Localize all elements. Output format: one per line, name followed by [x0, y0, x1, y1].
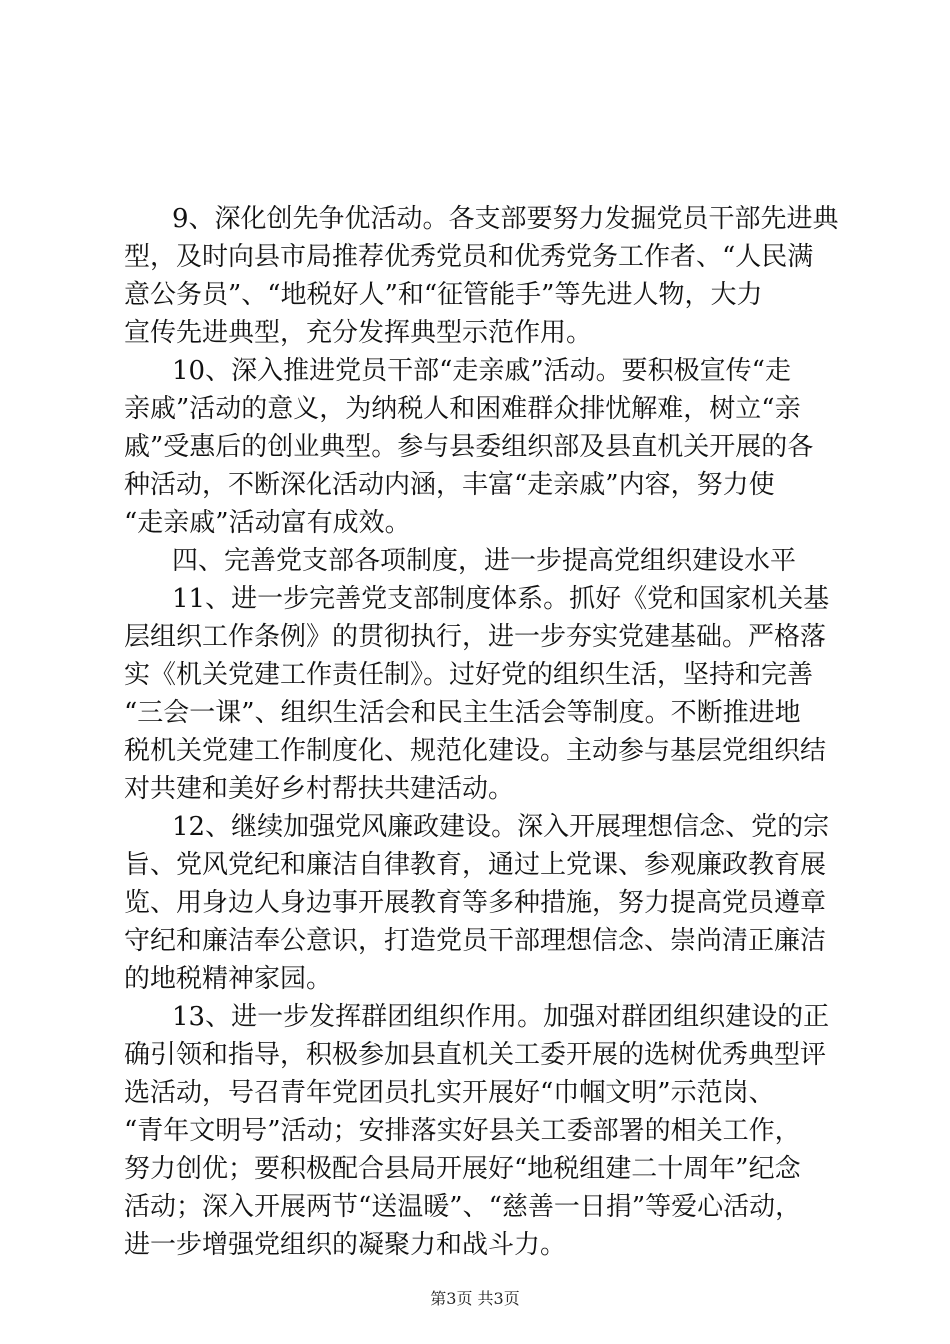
paragraph-13-line-1: 13、进一步发挥群团组织作用。加强对群团组织建设的正 [172, 1002, 830, 1032]
paragraph-10-line-1: 10、深入推进党员干部“走亲戚”活动。要积极宣传“走 [172, 356, 791, 386]
paragraph-12-line-1: 12、继续加强党风廉政建设。深入开展理想信念、党的宗 [172, 812, 830, 842]
paragraph-13-line-4: “青年文明号”活动；安排落实好县关工委部署的相关工作， [124, 1116, 801, 1146]
paragraph-11-line-2: 层组织工作条例》的贯彻执行，进一步夯实党建基础。严格落 [124, 622, 827, 652]
paragraph-11-line-3: 实《机关党建工作责任制》。过好党的组织生活，坚持和完善 [124, 660, 814, 690]
paragraph-10-line-4: 种活动，不断深化活动内涵，丰富“走亲戚”内容，努力使 [124, 470, 775, 500]
paragraph-11-line-1: 11、进一步完善党支部制度体系。抓好《党和国家机关基 [172, 584, 830, 614]
paragraph-12-line-3: 览、用身边人身边事开展教育等多种措施，努力提高党员遵章 [124, 888, 827, 918]
paragraph-13-line-2: 确引领和指导，积极参加县直机关工委开展的选树优秀典型评 [124, 1040, 827, 1070]
paragraph-10-line-5: “走亲戚”活动富有成效。 [124, 508, 411, 538]
paragraph-12-line-2: 旨、党风党纪和廉洁自律教育，通过上党课、参观廉政教育展 [124, 850, 827, 880]
paragraph-9-line-2: 型，及时向县市局推荐优秀党员和优秀党务工作者、“人民满 [124, 242, 814, 272]
paragraph-9-line-3: 意公务员”、“地税好人”和“征管能手”等先进人物，大力 [124, 280, 763, 310]
paragraph-10-line-3: 戚”受惠后的创业典型。参与县委组织部及县直机关开展的各 [124, 432, 814, 462]
paragraph-9-line-4: 宣传先进典型，充分发挥典型示范作用。 [124, 318, 593, 348]
paragraph-12-line-4: 守纪和廉洁奉公意识，打造党员干部理想信念、崇尚清正廉洁 [124, 926, 827, 956]
paragraph-9-line-1: 9、深化创先争优活动。各支部要努力发掘党员干部先进典 [172, 204, 839, 234]
paragraph-10-line-2: 亲戚”活动的意义，为纳税人和困难群众排忧解难，树立“亲 [124, 394, 801, 424]
paragraph-11-line-6: 对共建和美好乡村帮扶共建活动。 [124, 774, 515, 804]
section-heading-4: 四、完善党支部各项制度，进一步提高党组织建设水平 [172, 546, 797, 576]
paragraph-13-line-5: 努力创优；要积极配合县局开展好“地税组建二十周年”纪念 [124, 1154, 801, 1184]
page-footer: 第3页 共3页 [430, 1289, 520, 1308]
paragraph-12-line-5: 的地税精神家园。 [124, 964, 333, 994]
paragraph-11-line-5: 税机关党建工作制度化、规范化建设。主动参与基层党组织结 [124, 736, 827, 766]
paragraph-13-line-3: 选活动，号召青年党团员扎实开展好“巾帼文明”示范岗、 [124, 1078, 775, 1108]
paragraph-13-line-7: 进一步增强党组织的凝聚力和战斗力。 [124, 1230, 567, 1260]
paragraph-11-line-4: “三会一课”、组织生活会和民主生活会等制度。不断推进地 [124, 698, 801, 728]
paragraph-13-line-6: 活动；深入开展两节“送温暖”、“慈善一日捐”等爱心活动， [124, 1192, 802, 1222]
